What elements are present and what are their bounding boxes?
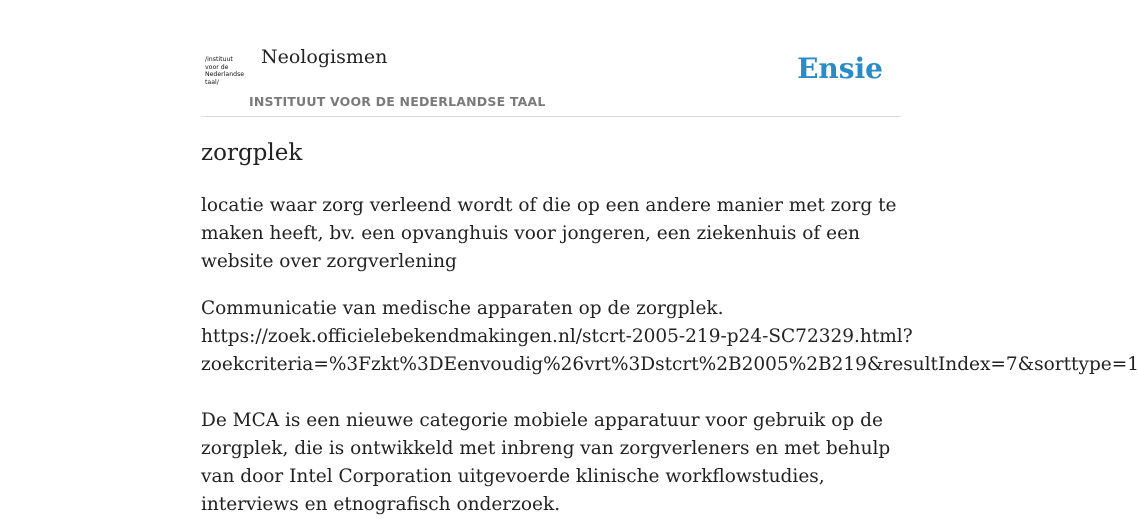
example-sentence: Communicatie van medische apparaten op de zorgplek. <box>201 298 724 319</box>
logo-line: taal/ <box>205 78 219 86</box>
entry-definition: locatie waar zorg verleend wordt of die op een andere manier met zorg te maken heeft, bv. een opvanghuis voor jongeren, een ziekenhuis of een website over zorgverlening <box>201 195 897 272</box>
logo-line: voor de <box>205 63 229 71</box>
example-quote-1 <box>201 295 1139 379</box>
logo-line: Nederlandse <box>205 71 245 79</box>
entry-headword: zorgplek <box>201 140 303 166</box>
ivdnt-logo[interactable] <box>205 56 251 86</box>
example-source-url: https://zoek.officielebekendmakingen.nl/stcrt-2005-219-p24-SC72329.html? <box>201 326 913 347</box>
example-source-url-continued: zoekcriteria=%3Fzkt%3DEenvoudig%26vrt%3Dstcrt%2B2005%2B219&resultIndex=7&sorttype=1 <box>201 354 1139 375</box>
site-header <box>201 0 901 117</box>
ensie-brand-logo[interactable]: Ensie <box>797 52 883 85</box>
institute-name: INSTITUUT VOOR DE NEDERLANDSE TAAL <box>249 94 546 109</box>
site-title[interactable]: Neologismen <box>261 46 388 68</box>
example-quote-2: De MCA is een nieuwe categorie mobiele apparatuur voor gebruik op de zorgplek, die is ontwikkeld met inbreng van zorgverleners en met behulp van door Intel Corporation uitgevoerde klinische workflowstudies, interviews en etnografisch onderzoek. <box>201 410 891 515</box>
logo-line: /instituut <box>205 56 233 63</box>
